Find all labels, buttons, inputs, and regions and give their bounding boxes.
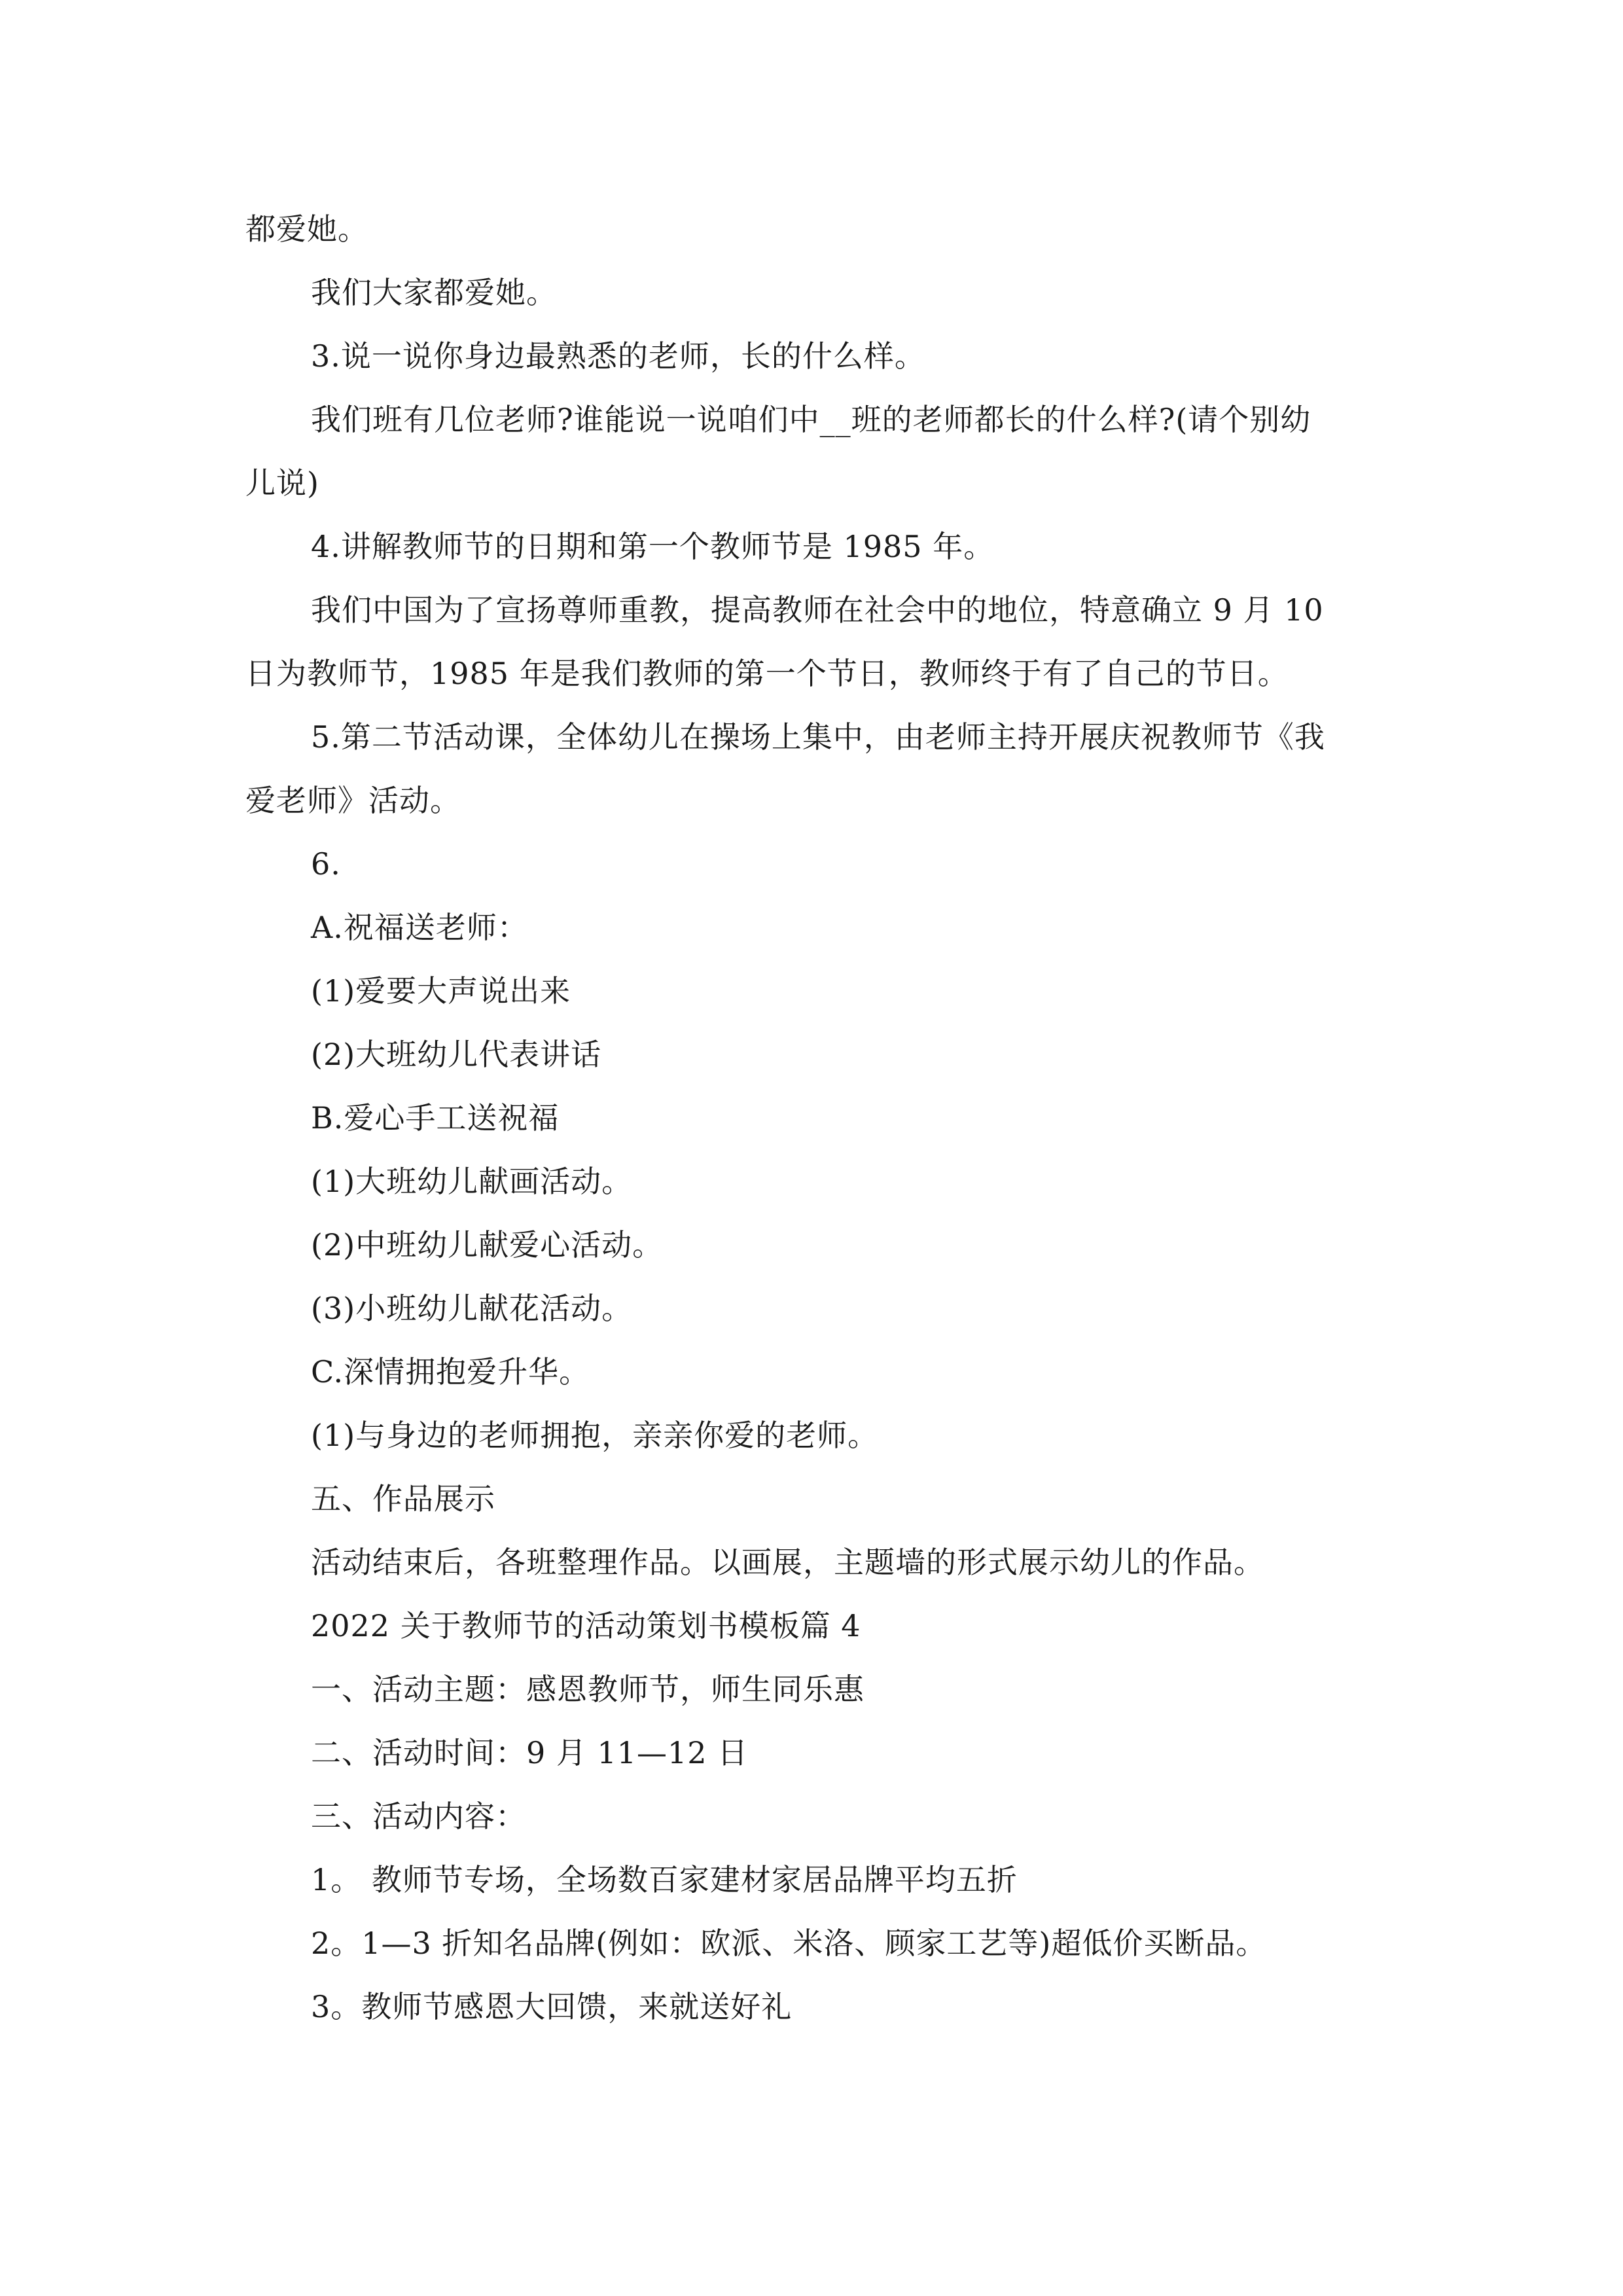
section-heading: 三、活动内容： [311, 1799, 526, 1834]
text-line: C.深情拥抱爱升华。 [311, 1354, 590, 1390]
text-line: (1)大班幼儿献画活动。 [311, 1164, 633, 1199]
text-line: 日为教师节，1985 年是我们教师的第一个节日，教师终于有了自己的节日。 [245, 656, 1289, 691]
text-line: 4.讲解教师节的日期和第一个教师节是 1985 年。 [311, 529, 995, 564]
document-heading: 2022 关于教师节的活动策划书模板篇 4 [311, 1608, 861, 1643]
text-line: 活动结束后，各班整理作品。以画展，主题墙的形式展示幼儿的作品。 [311, 1545, 1264, 1580]
text-line: 5.第二节活动课，全体幼儿在操场上集中，由老师主持开展庆祝教师节《我 [311, 719, 1325, 755]
text-line: A.祝福送老师： [311, 910, 528, 945]
text-line: 儿说) [245, 465, 319, 501]
text-line: (1)与身边的老师拥抱，亲亲你爱的老师。 [311, 1418, 879, 1453]
list-item: 2。1—3 折知名品牌(例如：欧派、米洛、顾家工艺等)超低价买断品。 [311, 1926, 1267, 1961]
document-body [245, 208, 1384, 2049]
text-line: 我们大家都爱她。 [311, 275, 557, 310]
text-line: (3)小班幼儿献花活动。 [311, 1291, 633, 1326]
text-line: 3.说一说你身边最熟悉的老师，长的什么样。 [311, 338, 925, 374]
text-line: (2)中班幼儿献爱心活动。 [311, 1227, 664, 1263]
text-line: 我们班有几位老师?谁能说一说咱们中__班的老师都长的什么样?(请个别幼 [311, 402, 1311, 437]
text-line: (1)爱要大声说出来 [311, 973, 571, 1009]
list-item: 1。 教师节专场，全场数百家建材家居品牌平均五折 [311, 1862, 1018, 1897]
list-item: 3。教师节感恩大回馈，来就送好礼 [311, 1989, 793, 2024]
text-line: 爱老师》活动。 [245, 783, 461, 818]
section-heading: 一、活动主题：感恩教师节，师生同乐惠 [311, 1672, 865, 1707]
text-line: B.爱心手工送祝福 [311, 1100, 560, 1136]
text-line: 6. [311, 846, 341, 882]
text-line: 我们中国为了宣扬尊师重教，提高教师在社会中的地位，特意确立 9 月 10 [311, 592, 1324, 628]
section-heading: 二、活动时间：9 月 11—12 日 [311, 1735, 749, 1770]
section-heading: 五、作品展示 [311, 1481, 495, 1516]
text-line: (2)大班幼儿代表讲话 [311, 1037, 602, 1072]
text-line: 都爱她。 [245, 211, 368, 247]
